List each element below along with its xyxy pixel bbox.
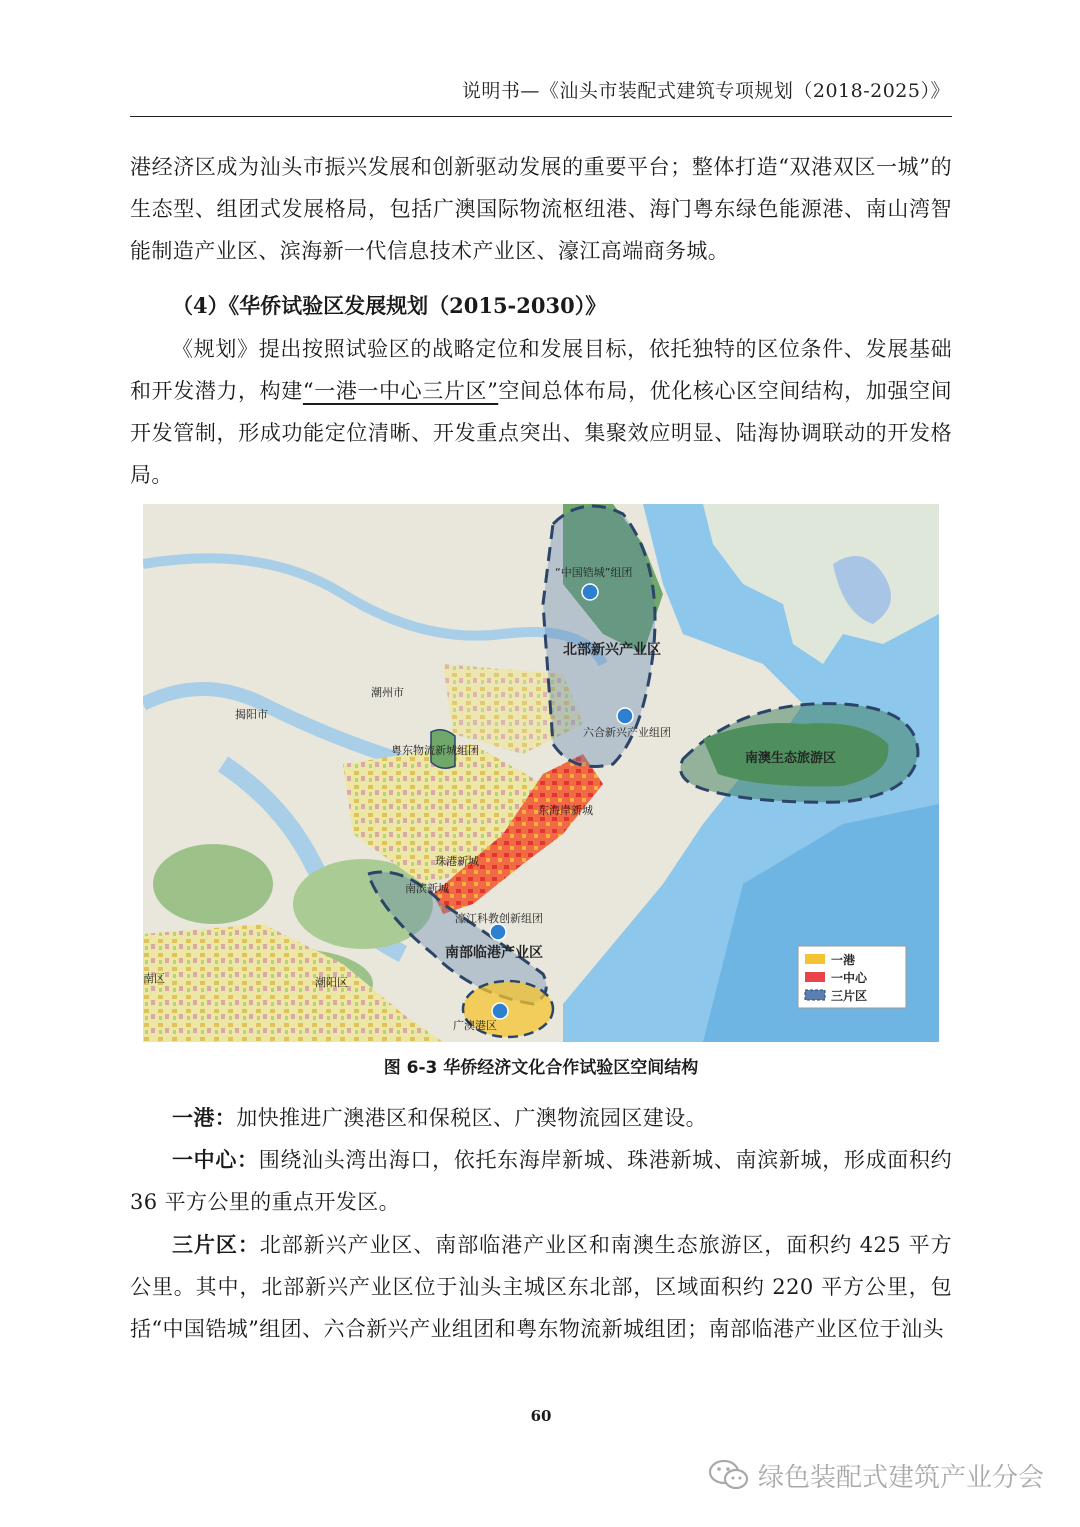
legend-label-zones: 三片区 bbox=[831, 989, 868, 1003]
label-nanqu: 南区 bbox=[143, 972, 165, 985]
item-port-title: 一港： bbox=[172, 1105, 237, 1130]
legend-label-port: 一港 bbox=[831, 953, 856, 967]
paragraph-plan bbox=[130, 328, 952, 496]
map-legend bbox=[798, 946, 906, 1008]
figure-caption: 图 6-3 华侨经济文化合作试验区空间结构 bbox=[383, 1058, 699, 1078]
item-center bbox=[130, 1139, 952, 1223]
item-zones-title: 三片区： bbox=[172, 1232, 260, 1257]
running-header: 说明书—《汕头市装配式建筑专项规划（2018-2025）》 bbox=[461, 80, 950, 102]
item-center-text: 围绕汕头湾出海口，依托东海岸新城、珠港新城、南滨新城，形成面积约 36 平方公里的重点开发区。 bbox=[130, 1148, 952, 1214]
label-zhongguo: “中国锆城”组团 bbox=[555, 566, 633, 579]
paragraph-intro: 港经济区成为汕头市振兴发展和创新驱动发展的重要平台；整体打造“双港双区一城”的生态型、组团式发展格局，包括广澳国际物流枢纽港、海门粤东绿色能源港、南山湾智能制造产业区、滨海新一代信息技术产业区、濠江高端商务城。 bbox=[130, 155, 952, 263]
spatial-structure-map bbox=[143, 504, 939, 1042]
wechat-icon bbox=[708, 1458, 750, 1492]
label-guangao: 广澳港区 bbox=[453, 1019, 497, 1032]
label-nanao: 南澳生态旅游区 bbox=[745, 751, 837, 766]
watermark-text: 绿色装配式建筑产业分会 bbox=[758, 1462, 1045, 1493]
label-jieyang: 揭阳市 bbox=[235, 708, 268, 721]
marker-zhongguo bbox=[582, 584, 598, 600]
marker-liuhe bbox=[617, 708, 633, 724]
label-chaozhou: 潮州市 bbox=[371, 686, 404, 699]
label-yuedong: 粤东物流新城组团 bbox=[391, 744, 479, 757]
plan-text-underlined: “一港一中心三片区” bbox=[302, 379, 499, 403]
legend-swatch-center bbox=[805, 972, 825, 982]
plan-text-b: 空间总体布局，优化核心区空间结构，加强空间开发管制，形成功能定位清晰、开发重点突出、集聚效应明显、陆海协调联动的开发格局。 bbox=[130, 379, 952, 487]
page-number: 60 bbox=[530, 1407, 552, 1425]
legend-label-center: 一中心 bbox=[831, 971, 868, 985]
marker-haojiang bbox=[490, 924, 506, 940]
plan-text-a: 《规划》提出按照试验区的战略定位和发展目标，依托独特的区位条件、发展基础和开发潜力，构建 bbox=[130, 337, 952, 403]
legend-swatch-port bbox=[805, 954, 825, 964]
label-nanbin: 南滨新城 bbox=[405, 882, 449, 895]
label-chaoyang: 潮阳区 bbox=[315, 976, 348, 989]
label-north-zone: 北部新兴产业区 bbox=[563, 642, 661, 658]
label-south-zone: 南部临港产业区 bbox=[445, 945, 543, 961]
label-haojiang: 濠江科教创新组团 bbox=[455, 912, 543, 925]
item-zones bbox=[130, 1224, 952, 1350]
legend-swatch-zones bbox=[805, 990, 825, 1000]
item-port bbox=[130, 1097, 952, 1139]
item-zones-text: 北部新兴产业区、南部临港产业区和南澳生态旅游区，面积约 425 平方公里。其中，北部新兴产业区位于汕头主城区东北部，区域面积约 220 平方公里，包括“中国锆城”组团、六合新兴产业组团和粤东物流新城组团；南部临港产业区位于汕头 bbox=[130, 1233, 952, 1341]
item-center-title: 一中心： bbox=[172, 1147, 259, 1172]
label-zhugang: 珠港新城 bbox=[435, 855, 479, 868]
item-port-text: 加快推进广澳港区和保税区、广澳物流园区建设。 bbox=[236, 1106, 708, 1130]
label-donghaian: 东海岸新城 bbox=[538, 804, 593, 817]
label-liuhe: 六合新兴产业组团 bbox=[583, 726, 671, 739]
section-heading: （4）《华侨试验区发展规划（2015-2030）》 bbox=[172, 293, 607, 318]
watermark bbox=[708, 1452, 1068, 1498]
marker-guangao bbox=[492, 1003, 508, 1019]
header-divider bbox=[130, 116, 952, 117]
